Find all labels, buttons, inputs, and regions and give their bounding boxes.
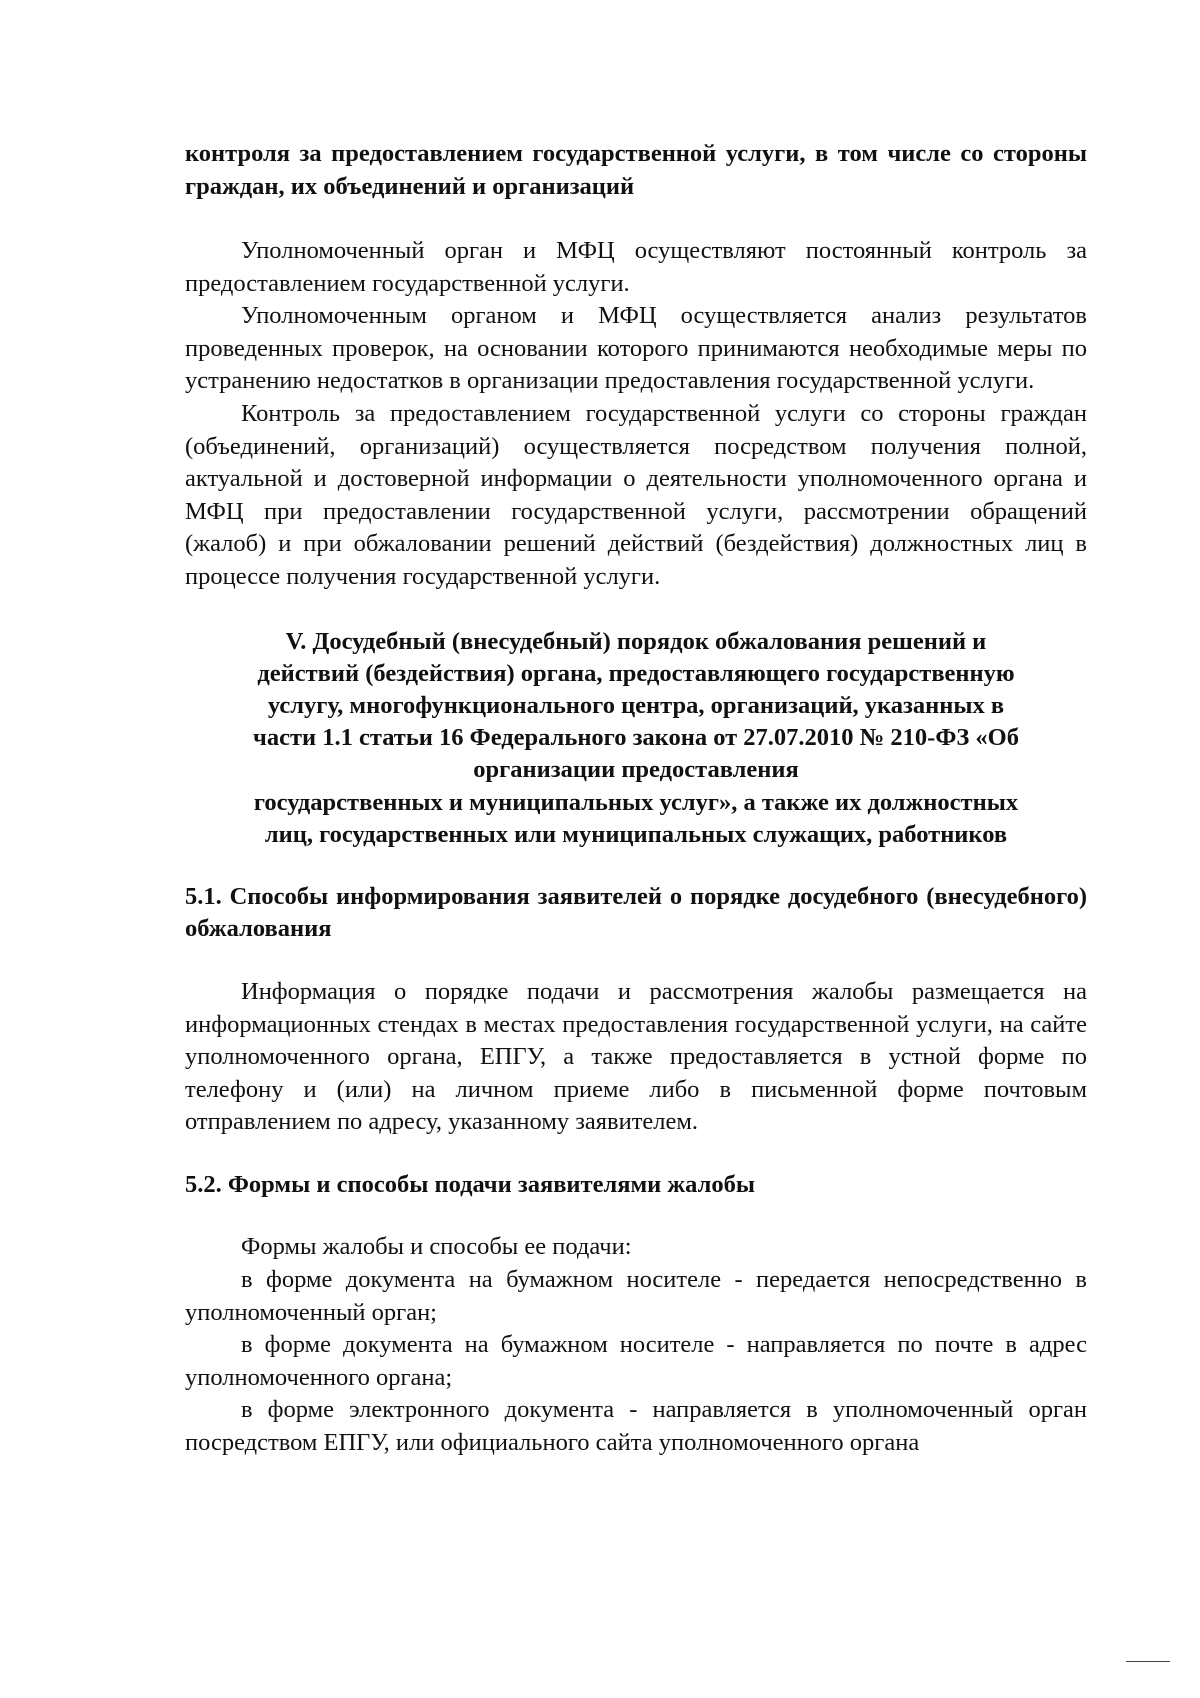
subsection-5-2-paragraph-2: в форме документа на бумажном носителе - передается непосредственно в уполномоченный орган; [185,1266,1087,1326]
subsection-5-1-paragraph: Информация о порядке подачи и рассмотрения жалобы размещается на информационных стендах в местах предоставления государственной услуги, на сайте уполномоченного органа, ЕПГУ, а также предоставляется в устной форме по телефону и (или) на личном приеме либо в письменной форме почтовым отправлением по адресу, указанному заявителем. [185,977,1087,1136]
subsection-5-2-paragraph-4: в форме электронного документа - направляется в уполномоченный орган посредством ЕПГУ, или официального сайта уполномоченного органа [185,1396,1087,1456]
control-paragraph-2: Уполномоченным органом и МФЦ осуществляется анализ результатов проведенных проверок, на основании которого принимаются необходимые меры по устранению недостатков в организации предоставления государственной услуги. [185,302,1087,395]
spacer [185,203,1087,235]
subsection-5-2-title: 5.2. Формы и способы подачи заявителями жалобы [185,1170,755,1198]
page-edge-mark [1126,1661,1170,1662]
section-v-title-line: V. Досудебный (внесудебный) порядок обжалования решений и [285,627,987,655]
spacer [185,594,1087,626]
spacer [185,1201,1087,1231]
section-v-title [185,626,1087,851]
document-page [185,138,1087,1460]
subsection-5-2-paragraph-1: Формы жалобы и способы ее подачи: [241,1233,632,1261]
spacer [185,1139,1087,1169]
section-v-title-line: действий (бездействия) органа, предоставляющего государственную [257,659,1015,687]
spacer [185,851,1087,881]
section-v-title-line: услугу, многофункционального центра, организаций, указанных в [267,691,1005,719]
control-paragraph-1: Уполномоченный орган и МФЦ осуществляют постоянный контроль за предоставлением государственной услуги. [185,237,1087,297]
subsection-5-1-title: 5.1. Способы информирования заявителей о порядке досудебного (внесудебного) обжалования [185,882,1087,943]
spacer [185,946,1087,976]
section-v-title-line: государственных и муниципальных услуг», а также их должностных [253,788,1019,816]
section-v-title-line: части 1.1 статьи 16 Федерального закона от 27.07.2010 № 210-ФЗ «Об [253,724,1019,752]
section-v-title-line: лиц, государственных или муниципальных служащих, работников [264,820,1008,848]
subsection-5-2-paragraph-3: в форме документа на бумажном носителе - направляется по почте в адрес уполномоченного органа; [185,1331,1087,1391]
section-heading-continuation: контроля за предоставлением государственной услуги, в том числе со стороны граждан, их объединений и организаций [185,140,1087,200]
section-v-title-line: организации предоставления [473,756,799,784]
control-paragraph-3: Контроль за предоставлением государственной услуги со стороны граждан (объединений, организаций) осуществляется посредством получения полной, актуальной и достоверной информации о деятельности уполномоченного органа и МФЦ при предоставлении государственной услуги, рассмотрении обращений (жалоб) и при обжаловании решений действий (бездействия) должностных лиц в процессе получения государственной услуги. [185,399,1087,590]
